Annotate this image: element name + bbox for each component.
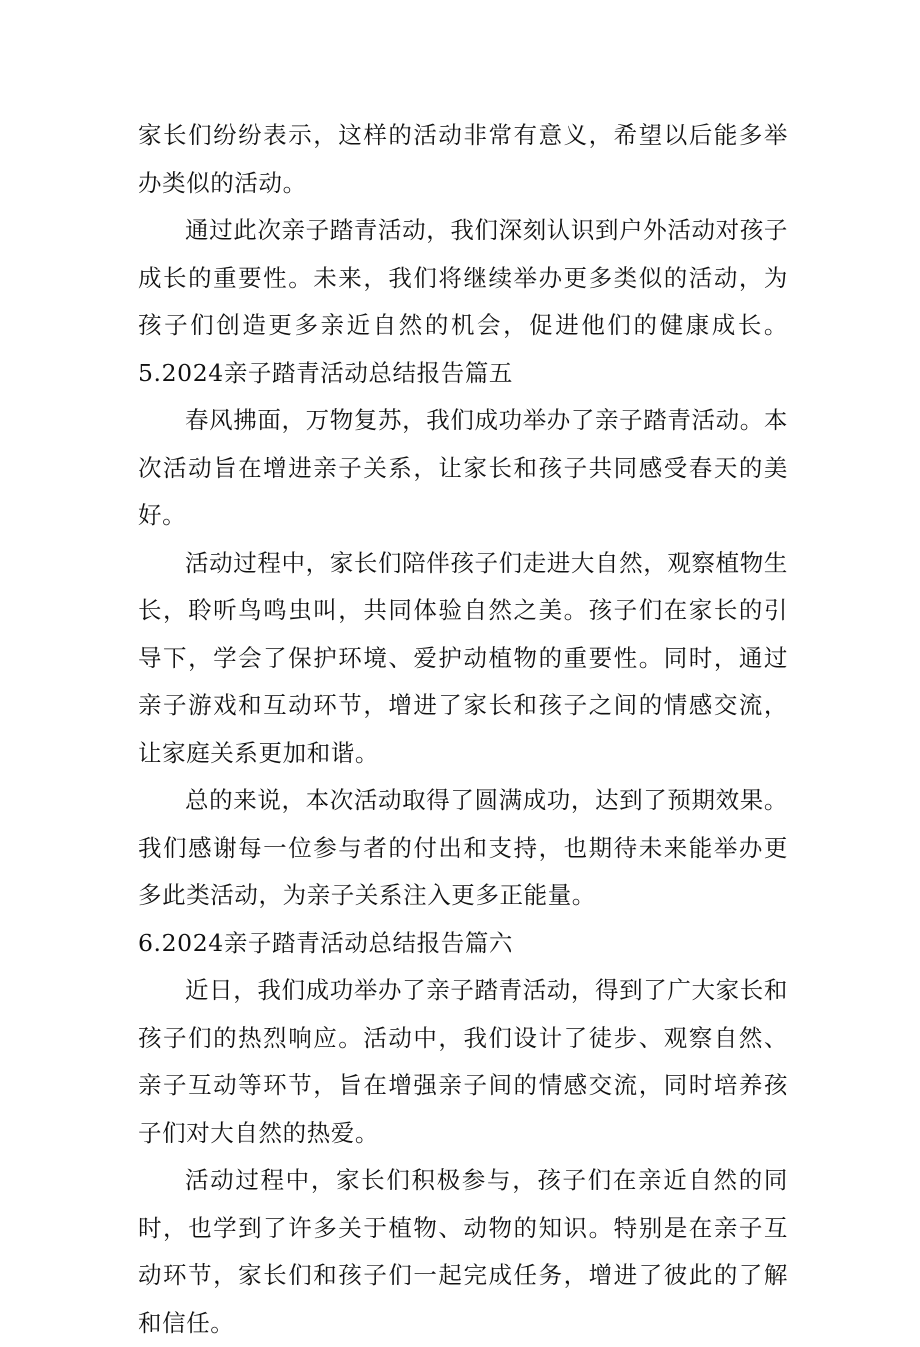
paragraph-5: 总的来说，本次活动取得了圆满成功，达到了预期效果。我们感谢每一位参与者的付出和支持，也期待未来能举办更多此类活动，为亲子关系注入更多正能量。 xyxy=(138,786,788,909)
section-heading-6: 6.2024亲子踏青活动总结报告篇六 xyxy=(138,928,514,957)
paragraph-4: 活动过程中，家长们陪伴孩子们走进大自然，观察植物生长，聆听鸟鸣虫叫，共同体验自然之美。孩子们在家长的引导下，学会了保护环境、爱护动植物的重要性。同时，通过亲子游戏和互动环节，增进了家长和孩子之间的情感交流，让家庭关系更加和谐。 xyxy=(138,548,788,767)
paragraph-2: 通过此次亲子踏青活动，我们深刻认识到户外活动对孩子成长的重要性。未来，我们将继续举办更多类似的活动，为孩子们创造更多亲近自然的机会，促进他们的健康成长。5.2024亲子踏青活动总结报告篇五 xyxy=(138,216,788,387)
paragraph-6: 近日，我们成功举办了亲子踏青活动，得到了广大家长和孩子们的热烈响应。活动中，我们设计了徒步、观察自然、亲子互动等环节，旨在增强亲子间的情感交流，同时培养孩子们对大自然的热爱。 xyxy=(138,976,788,1147)
paragraph-7: 活动过程中，家长们积极参与，孩子们在亲近自然的同时，也学到了许多关于植物、动物的知识。特别是在亲子互动环节，家长们和孩子们一起完成任务，增进了彼此的了解和信任。 xyxy=(138,1166,788,1337)
document-body xyxy=(138,112,788,1347)
paragraph-3: 春风拂面，万物复苏，我们成功举办了亲子踏青活动。本次活动旨在增进亲子关系，让家长和孩子共同感受春天的美好。 xyxy=(138,406,788,529)
paragraph-1: 家长们纷纷表示，这样的活动非常有意义，希望以后能多举办类似的活动。 xyxy=(138,121,788,197)
